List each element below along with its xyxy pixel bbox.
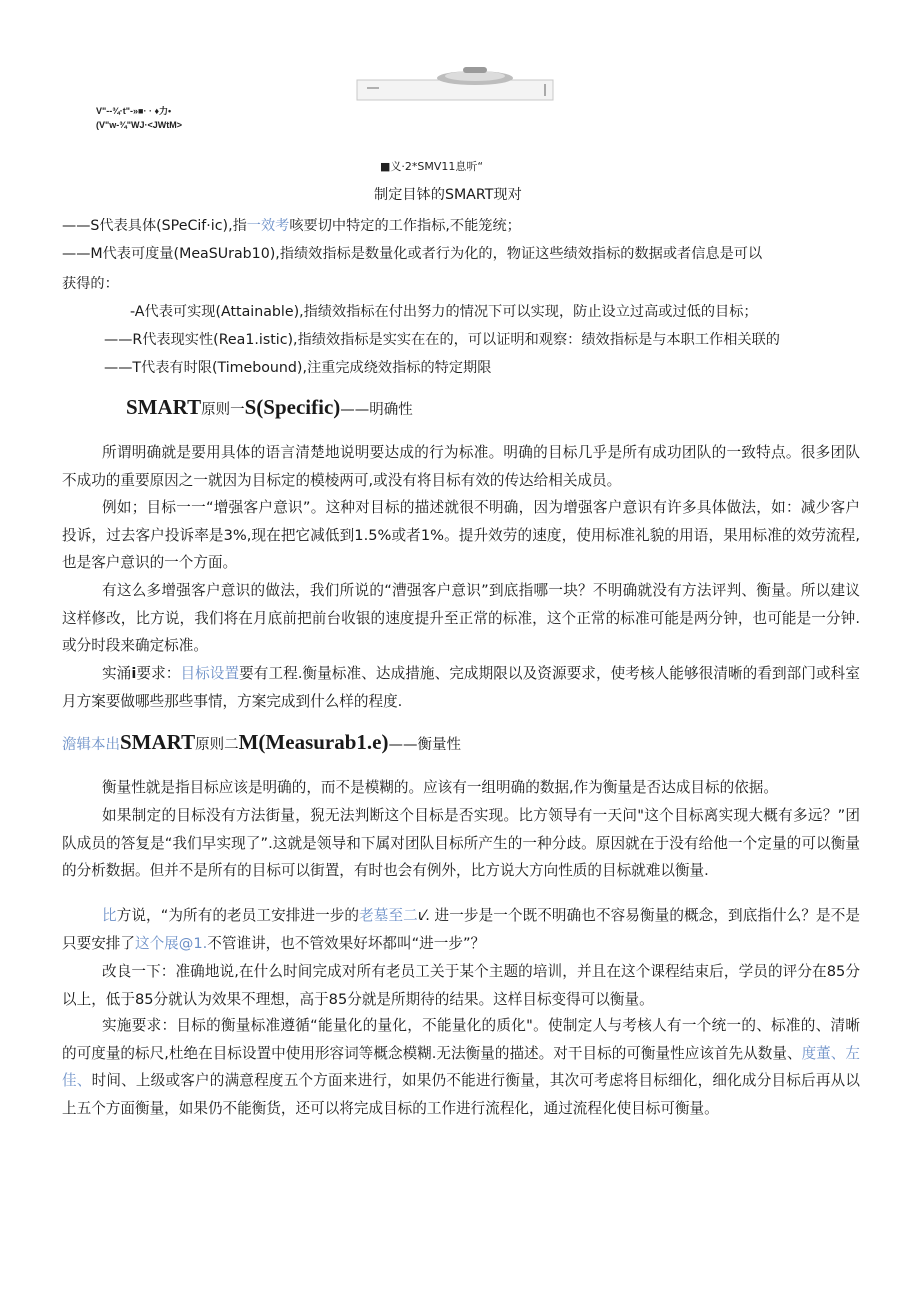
garbled-header-line-2: (V"w-¾"WJ·<JWtM> [96, 120, 183, 130]
heading-measurable-tail: ——衡量性 [388, 737, 461, 753]
section-heading-specific [126, 392, 413, 425]
smart-m-definition-cont: 获得的： [62, 276, 119, 292]
example-text-b: ι⁄. 进一步是一个既不明确也不容易衡量的概念，到底指什么？是不是只要安排了 [62, 907, 860, 952]
heading-specific-tail: ——明确性 [340, 402, 413, 418]
goal-setting-link[interactable]: 目标设置 [180, 665, 240, 682]
measure-req-text-b: 时间、上级或客户的满意程度五个方面来进行，如果仍不能进行衡量，其次可考虑将目标细化，细化成分目标后再从以上五个方面衡量，如果仍不能衡货，还可以将完成目标的工作进行流程化，通过流程化使目标可衡量。 [62, 1072, 860, 1117]
smart-s-definition [62, 216, 521, 236]
paragraph-specific-revision: 有这么多增强客户意识的做法，我们所说的“漕强客户意识”到底指哪一块？不明确就没有方法评判、衡量。所以建议这样修改，比方说，我们将在月底前把前台收银的速度提升至正常的标准，这个正常的标准可能是两分钟，也可能是一分钟.或分时段来确定标准。 [62, 582, 860, 655]
paragraph-specific-example: 例如；目标一一“增强客户意识”。这种对目标的描述就很不明确，因为增强客户意识有许多具体做法，如：减少客户投诉，过去客户投诉率是3%,现在把它减低到1.5%或者1%。提升效劳的速度，使用标准礼貌的用语，果用标准的效劳流程,也是客户意识的一个方面。 [62, 499, 860, 572]
req-suffix: 要有工程.衡量标准、达成措施、完成期限以及资源要求，使考核人能够很清晰的看到部门或科室月方案要做哪些那些事情，方案完成到什么样的程度. [62, 665, 860, 710]
smart-title: 制定目钵的SMART现对 [374, 187, 522, 203]
garbled-header-line-1: V"--¾·t"-»■· · ♦力• [96, 106, 172, 116]
s-definition-link[interactable]: 一效考 [246, 218, 290, 234]
example-text-c: 不管谁讲，也不管效果好坏都叫“进一步”？ [207, 934, 486, 952]
example-link-3[interactable]: 这个展@1. [134, 934, 208, 952]
paragraph-specific-requirements [62, 660, 860, 715]
example-link-2[interactable]: 老墓至二 [359, 907, 418, 924]
req-mid: 要求： [136, 665, 181, 682]
paragraph-specific-definition: 所谓明确就是要用具体的语言清楚地说明要达成的行为标准。明确的目标几乎是所有成功团队的一致特点。很多团队不成功的重要原因之一就因为目标定的模棱两可,或没有将目标有效的传达给相关成员。 [62, 444, 860, 489]
paragraph-measurable-example [62, 902, 860, 957]
smart-m-definition: ——M代表可度量(MeaSUrab10),指绩效指标是数量化或者行为化的，物证这些绩效指标的数据或者信息是可以 [62, 246, 763, 262]
example-link-1[interactable]: 比 [102, 907, 117, 924]
heading-smart: SMART [126, 395, 202, 419]
heading-principle-2: 原则二 [195, 737, 239, 753]
paragraph-measurable-definition: 衡量性就是指目标应该是明确的，而不是模糊的。应该有一组明确的数据,作为衡量是否达成目标的依据。 [102, 779, 778, 796]
smart-r-definition: ——R代表现实性(Rea1.istic),指绩效指标是实实在在的，可以证明和观察：绩效指标是与本职工作相关联的 [104, 332, 780, 348]
example-text-a: 方说，“为所有的老员工安排进一步的 [116, 907, 360, 924]
paragraph-measurable-requirements [62, 1012, 860, 1122]
s-definition-prefix: ——S代表具体(SPeCif·ic),指 [62, 218, 247, 234]
heading-specific: S(Specific) [244, 395, 341, 419]
heading-measurable: M(Measurab1.e) [238, 730, 389, 754]
paragraph-measurable-problem: 如果制定的目标没有方法街量，猊无法判断这个目标是否实现。比方领导有一天问"这个目标离实现大概有多远？”团队成员的答复是“我们早实现了”.这就是领导和下属对团队目标所产生的一种分歧。原因就在于没有给他一个定量的可以衡量的分析数据。但并不是所有的目标可以街置，有时也会有例外，比方说大方向性质的目标就难以衡量. [62, 807, 860, 880]
section-heading-measurable [62, 727, 461, 760]
heading-principle-1: 原则一 [201, 402, 245, 418]
edit-section-link[interactable]: 澹辑本出 [62, 737, 120, 753]
req-bold: i [131, 665, 137, 682]
heading-smart-2: SMART [120, 730, 196, 754]
smart-a-definition: -A代表可实现(Attainable),指绩效指标在付出努力的情况下可以实现，防止设立过高或过低的目标； [130, 304, 758, 320]
measure-req-text-a: 实施要求：目标的衡量标准遵循“能量化的量化，不能量化的质化"。使制定人与考核人有一个统一的、标准的、清晰的可度量的标尺,杜绝在目标设置中使用形容词等概念模糊.无法衡量的描述。对干目标的可衡量性应该首先从数量、 [62, 1017, 860, 1062]
figure-caption: ■义·2*SMV11息听“ [380, 160, 484, 173]
req-prefix: 实涌 [102, 665, 132, 682]
measure-req-link[interactable]: 度董、左佳、 [62, 1044, 860, 1090]
header-banner-graphic [355, 66, 555, 102]
paragraph-measurable-improvement: 改良一下：准确地说,在什么时间完成对所有老员工关于某个主题的培训，并且在这个课程结束后，学员的评分在85分以上，低于85分就认为效果不理想，高于85分就是所期待的结果。这样目标变得可以衡量。 [62, 963, 860, 1008]
smart-t-definition: ——T代表有时限(Timebound),注重完成绕效指标的特定期限 [104, 360, 492, 376]
s-definition-suffix: 咳要切中特定的工作指标,不能笼统； [289, 218, 521, 234]
